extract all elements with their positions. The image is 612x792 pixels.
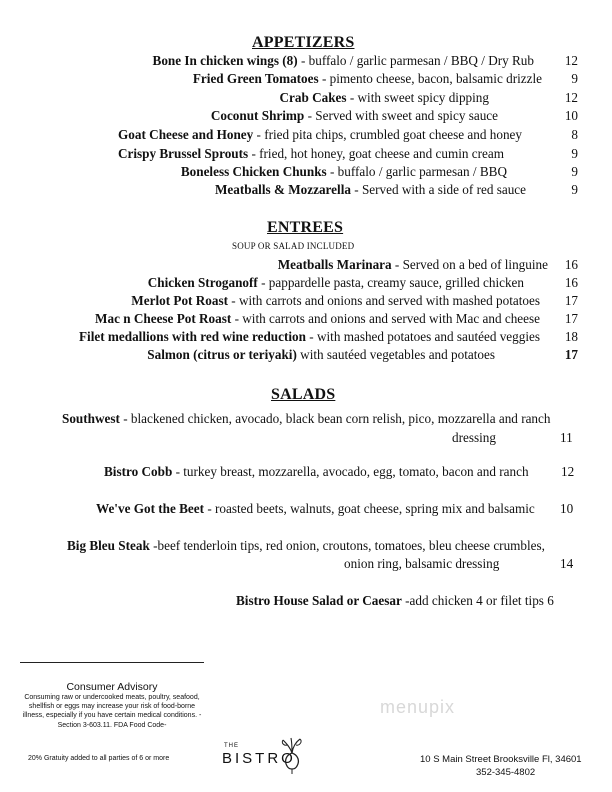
item-name: Chicken Stroganoff xyxy=(147,275,258,290)
item-desc: - with mashed potatoes and sautéed veggies xyxy=(305,329,540,344)
item-desc: -add chicken 4 or filet tips 6 xyxy=(401,593,554,608)
item-name: Bone In chicken wings (8) xyxy=(152,53,298,68)
salad-southwest xyxy=(62,410,550,428)
item-desc: - pappardelle pasta, creamy sauce, grilled chicken xyxy=(257,275,524,290)
consumer-advisory-title: Consumer Advisory xyxy=(66,681,158,693)
item-name: Goat Cheese and Honey xyxy=(118,127,254,142)
item-name: Filet medallions with red wine reduction xyxy=(78,329,306,344)
item-price: 8 xyxy=(571,127,578,142)
entrees-heading: ENTREES xyxy=(267,219,344,236)
item-price: 17 xyxy=(564,311,578,326)
appetizers-heading: APPETIZERS xyxy=(252,34,355,51)
address-line: 10 S Main Street Brooksville Fl, 34601 xyxy=(420,754,582,765)
logo-the: THE xyxy=(224,743,239,749)
item-price: 18 xyxy=(564,329,578,344)
salad-big-bleu xyxy=(67,537,545,555)
item-desc: - with carrots and onions and served with mashed potatoes xyxy=(227,293,540,308)
item-price: 17 xyxy=(564,347,578,362)
item-price: 10 xyxy=(564,108,578,123)
item-name: Salmon (citrus or teriyaki) xyxy=(147,347,297,362)
appetizer-item xyxy=(0,52,612,70)
entree-item xyxy=(0,274,612,292)
appetizer-item xyxy=(0,181,612,199)
item-name: Crab Cakes xyxy=(279,90,347,105)
item-name: Boneless Chicken Chunks xyxy=(180,164,327,179)
footer-divider xyxy=(20,662,204,663)
item-price: 16 xyxy=(564,257,578,272)
beet-icon xyxy=(278,735,306,775)
item-desc: with sautéed vegetables and potatoes xyxy=(296,347,495,362)
item-price: 10 xyxy=(560,501,574,516)
appetizer-item xyxy=(0,70,612,88)
item-price: 14 xyxy=(560,556,574,571)
item-name: Fried Green Tomatoes xyxy=(192,71,319,86)
appetizer-item xyxy=(0,107,612,125)
item-desc: - turkey breast, mozzarella, avocado, egg, tomato, bacon and ranch xyxy=(172,464,529,479)
item-name: Meatballs Marinara xyxy=(277,257,392,272)
item-desc: - fried, hot honey, goat cheese and cumin cream xyxy=(248,146,504,161)
item-desc: - roasted beets, walnuts, goat cheese, spring mix and balsamic xyxy=(204,501,535,516)
item-price: 12 xyxy=(564,53,578,68)
item-name: Southwest xyxy=(62,411,120,426)
item-price: 9 xyxy=(571,164,578,179)
appetizer-item xyxy=(0,163,612,181)
item-price: 9 xyxy=(571,146,578,161)
phone-number: 352-345-4802 xyxy=(476,767,536,778)
entrees-subnote: SOUP OR SALAD INCLUDED xyxy=(232,241,355,251)
item-desc: - buffalo / garlic parmesan / BBQ / Dry Rub xyxy=(297,53,534,68)
item-desc: - fried pita chips, crumbled goat cheese and honey xyxy=(253,127,522,142)
item-name: Coconut Shrimp xyxy=(210,108,305,123)
item-price: 12 xyxy=(561,464,575,479)
item-name: Mac n Cheese Pot Roast xyxy=(95,311,232,326)
consumer-advisory-text: Consuming raw or undercooked meats, poultry, seafood, shellfish or eggs may increase your risk of food-borne illness, especially if you have certain medical conditions. -Section 3-603.11. FDA Food Code- xyxy=(22,694,202,729)
item-price: 17 xyxy=(564,293,578,308)
item-desc: -beef tenderloin tips, red onion, croutons, tomatoes, bleu cheese crumbles, xyxy=(149,538,545,553)
entree-item xyxy=(0,310,612,328)
item-name: Bistro Cobb xyxy=(104,464,173,479)
item-desc: - with carrots and onions and served with Mac and cheese xyxy=(231,311,540,326)
item-desc: - buffalo / garlic parmesan / BBQ xyxy=(326,164,507,179)
item-price: 16 xyxy=(564,275,578,290)
item-name: We've Got the Beet xyxy=(96,501,205,516)
bistro-logo xyxy=(222,735,312,775)
item-desc: dressing xyxy=(452,430,496,445)
appetizer-item xyxy=(0,126,612,144)
item-name: Bistro House Salad or Caesar xyxy=(236,593,402,608)
salad-house xyxy=(236,592,554,610)
item-name: Merlot Pot Roast xyxy=(131,293,228,308)
entree-item xyxy=(0,328,612,346)
item-desc: - blackened chicken, avocado, black bean corn relish, pico, mozzarella and ranch xyxy=(119,411,551,426)
entree-item xyxy=(0,292,612,310)
watermark: menupix xyxy=(380,697,456,717)
item-price: 12 xyxy=(564,90,578,105)
item-desc: - Served with sweet and spicy sauce xyxy=(304,108,498,123)
salad-cobb xyxy=(104,463,529,481)
item-desc: - pimento cheese, bacon, balsamic drizzle xyxy=(318,71,542,86)
item-price: 9 xyxy=(571,182,578,197)
address xyxy=(420,753,610,779)
salad-beet xyxy=(96,500,535,518)
item-desc: - with sweet spicy dipping xyxy=(346,90,489,105)
entree-item xyxy=(0,256,612,274)
item-desc: - Served on a bed of linguine xyxy=(391,257,548,272)
item-desc: onion ring, balsamic dressing xyxy=(344,556,500,571)
item-name: Big Bleu Steak xyxy=(67,538,150,553)
gratuity-note: 20% Gratuity added to all parties of 6 or more xyxy=(28,755,170,762)
item-price: 9 xyxy=(571,71,578,86)
appetizer-item xyxy=(0,145,612,163)
entree-item xyxy=(0,346,612,364)
item-name: Crispy Brussel Sprouts xyxy=(117,146,249,161)
item-name: Meatballs & Mozzarella xyxy=(214,182,351,197)
logo-name: BISTRO xyxy=(222,750,296,767)
salad-big-bleu-line2 xyxy=(344,555,499,573)
item-desc: - Served with a side of red sauce xyxy=(350,182,526,197)
salads-heading: SALADS xyxy=(271,386,336,403)
salad-southwest-line2 xyxy=(452,429,496,447)
appetizer-item xyxy=(0,89,612,107)
item-price: 11 xyxy=(560,430,573,445)
